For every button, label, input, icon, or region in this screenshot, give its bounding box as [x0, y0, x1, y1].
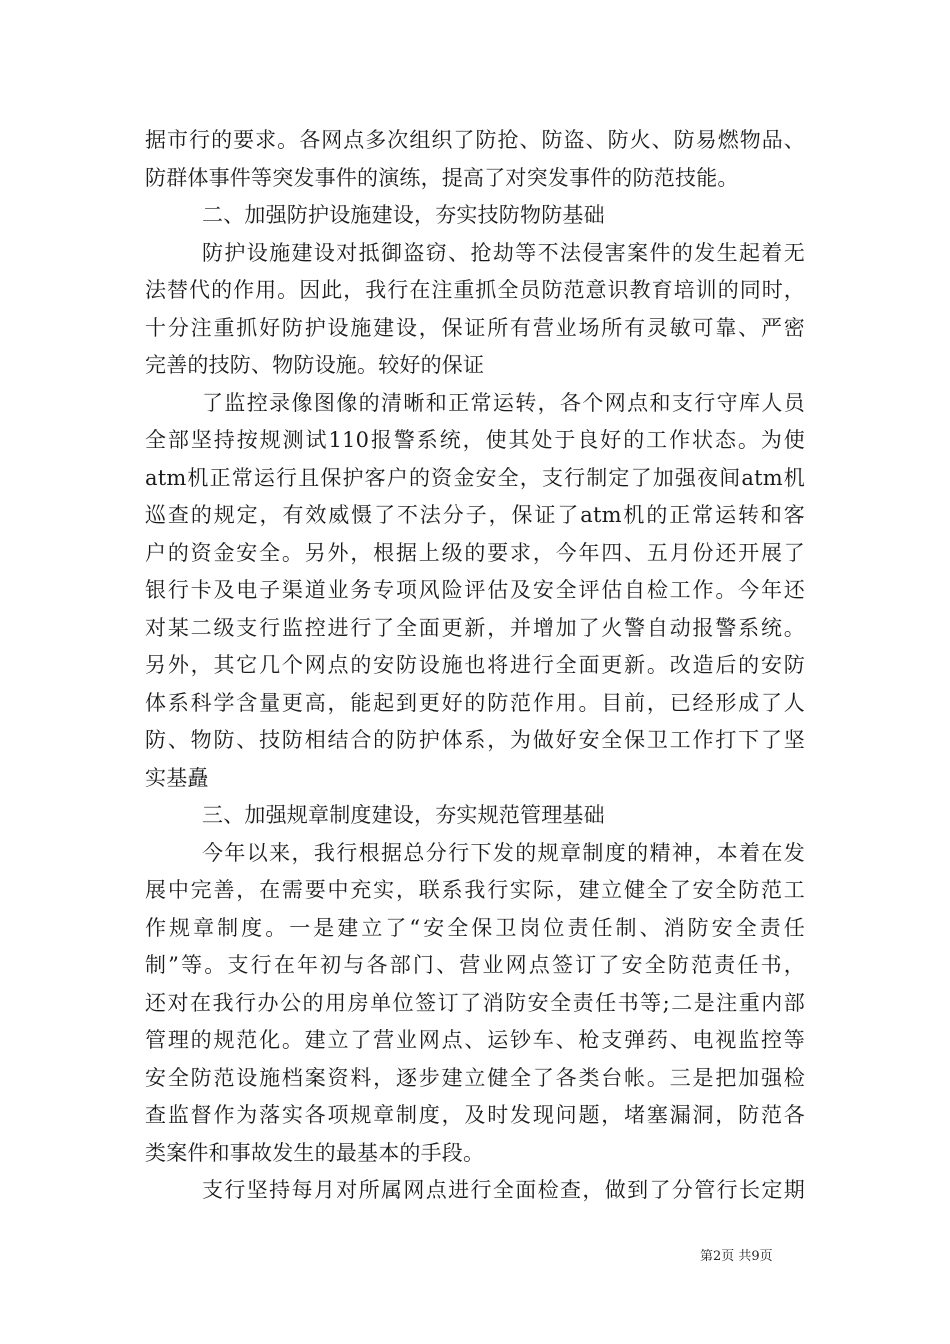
text-line: 完善的技防、物防设施。较好的保证 [145, 353, 485, 377]
text-line: 巡查的规定，有效威慑了不法分子，保证了atm机的正常运转和客 [145, 503, 805, 527]
text-line: 作规章制度。一是建立了“安全保卫岗位责任制、消防安全责任 [145, 915, 805, 940]
text-line: 据市行的要求。各网点多次组织了防抢、防盗、防火、防易燃物品、 [145, 128, 805, 152]
text-line: 制”等。支行在年初与各部门、营业网点签订了安全防范责任书， [145, 953, 805, 977]
text-line: 安全防范设施档案资料，逐步建立健全了各类台帐。三是把加强检 [145, 1065, 805, 1090]
text-line: 还对在我行办公的用房单位签订了消防安全责任书等;二是注重内部 [145, 990, 805, 1015]
text-line: 十分注重抓好防护设施建设，保证所有营业场所有灵敏可靠、严密 [145, 315, 805, 340]
body-text [145, 122, 805, 1210]
text-line: 另外，其它几个网点的安防设施也将进行全面更新。改造后的安防 [145, 653, 805, 677]
text-line: 户的资金安全。另外，根据上级的要求，今年四、五月份还开展了 [145, 540, 805, 565]
text-line: 对某二级支行监控进行了全面更新，并增加了火警自动报警系统。 [145, 615, 805, 640]
paragraph-start-line: 今年以来，我行根据总分行下发的规章制度的精神，本着在发 [202, 840, 805, 865]
text-line: 展中完善，在需要中充实，联系我行实际，建立健全了安全防范工 [145, 878, 805, 902]
text-line: 查监督作为落实各项规章制度，及时发现问题，堵塞漏洞，防范各 [145, 1103, 805, 1127]
paragraph-start-line: 二、加强防护设施建设，夯实技防物防基础 [202, 203, 605, 227]
paragraph-start-line: 支行坚持每月对所属网点进行全面检查，做到了分管行长定期 [202, 1178, 805, 1202]
text-line: 法替代的作用。因此，我行在注重抓全员防范意识教育培训的同时， [145, 278, 805, 302]
text-line: 实基矗 [145, 765, 209, 790]
text-line: 防、物防、技防相结合的防护体系，为做好安全保卫工作打下了坚 [145, 728, 805, 752]
text-line: 全部坚持按规测试110报警系统，使其处于良好的工作状态。为使 [145, 428, 805, 452]
text-line: 管理的规范化。建立了营业网点、运钞车、枪支弹药、电视监控等 [145, 1028, 805, 1052]
text-line: 类案件和事故发生的最基本的手段。 [145, 1140, 485, 1165]
text-line: 防群体事件等突发事件的演练，提高了对突发事件的防范技能。 [145, 165, 739, 190]
text-line: atm机正常运行且保护客户的资金安全，支行制定了加强夜间atm机 [145, 465, 805, 490]
text-line: 银行卡及电子渠道业务专项风险评估及安全评估自检工作。今年还 [145, 578, 805, 602]
paragraph-start-line: 三、加强规章制度建设，夯实规范管理基础 [202, 803, 605, 827]
text-line: 体系科学含量更高，能起到更好的防范作用。目前，已经形成了人 [145, 690, 805, 715]
paragraph-start-line: 了监控录像图像的清晰和正常运转，各个网点和支行守库人员 [202, 390, 805, 415]
paragraph-start-line: 防护设施建设对抵御盗窃、抢劫等不法侵害案件的发生起着无 [202, 240, 805, 265]
page-footer: 第2页 共9页 [700, 1249, 773, 1264]
